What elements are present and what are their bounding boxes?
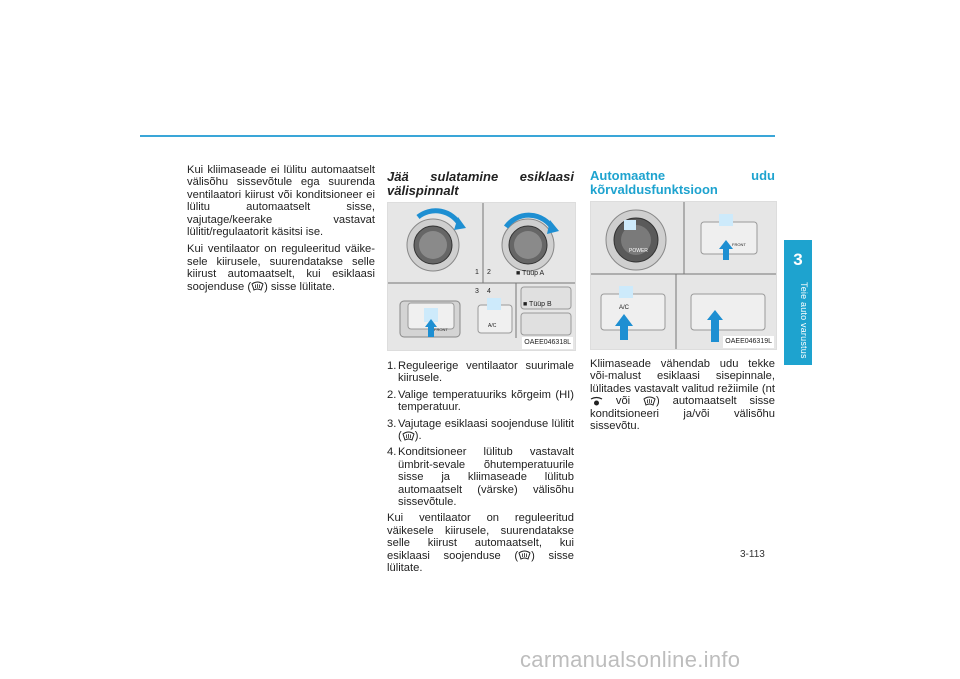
figure-label-tyyp-a: ■ Tüüp A: [516, 270, 545, 277]
chapter-label: Teie auto varustus: [799, 282, 809, 359]
page-number: 3-113: [740, 549, 765, 560]
figure-auto-defog: [590, 201, 777, 350]
figure-label-ac: A/C: [488, 323, 497, 329]
chapter-number: 3: [793, 250, 803, 269]
figure-label-1: 1: [475, 269, 479, 276]
figure-label-front: FRONT: [434, 327, 448, 332]
defrost-steps-list: [387, 360, 574, 508]
figure-label-3: 3: [475, 288, 479, 295]
figure-label-power: POWER: [629, 248, 648, 254]
front-defrost-icon: [518, 550, 531, 561]
list-item: 4. Konditsioneer lülitub vastavalt ümbrit-sevale õhutemperatuurile sisse ja kliimaseade lülitub automaatselt (värske) välisõhu sissevõtule.: [387, 446, 574, 509]
section-heading-defrost: Jää sulatamine esiklaasi välispinnalt: [387, 169, 574, 198]
list-item: 3. Vajutage esiklaasi soojenduse lülitit ( ).: [387, 417, 574, 443]
list-item: 2. Valige temperatuuriks kõrgeim (HI) temperatuur.: [387, 388, 574, 414]
figure-label-4: 4: [487, 288, 491, 295]
front-defrost-icon: [643, 396, 656, 407]
column-1: [187, 164, 375, 298]
front-defrost-icon: [402, 431, 415, 442]
column-3: [590, 169, 775, 437]
figure-auto-defog-illustration: [591, 202, 776, 349]
figure-defrost-illustration: [388, 203, 575, 350]
section-heading-auto-defog: Automaatne udu kõrvaldusfunktsioon: [590, 168, 775, 197]
col3-paragraph: Kliimaseade vähendab udu tekke või-malust esiklaasi sisepinnale, lülitades vastavalt valitud režiimile (nt või ) automaatselt sisse konditsioneeri ja/või välisõhu sissevõtu.: [590, 358, 776, 433]
chapter-tab: [784, 240, 812, 365]
col2-paragraph: Kui ventilaator on reguleeritud väikesele kiirusele, suurendatakse selle kiirust automaatselt, kui esiklaasi soojenduse ( ) sisse lülitate.: [387, 512, 574, 575]
figure-defrost-controls: [387, 202, 576, 351]
col1-paragraph-1: Kui kliimaseade ei lülitu automaatselt välisõhu sissevõtule ega suurenda ventilaatori kiirust või konditsioneer ei lülitu automaatselt sisse, vajutage/keerake vastavat lülitit/regulaatorit käsitsi ise.: [187, 164, 375, 239]
watermark: carmanualsonline.info: [520, 647, 741, 672]
col1-paragraph-2: Kui ventilaator on reguleeritud väike-sele kiirusele, suurendatakse selle kiirust automaatselt, kui esiklaasi soojenduse ( ) sisse lülitate.: [187, 243, 375, 293]
defog-mode-icon: [590, 396, 603, 407]
figure-label-front: FRONT: [732, 242, 746, 247]
figure-code: OAEE046318L: [522, 337, 573, 349]
figure-label-ac: A/C: [619, 305, 630, 311]
list-item: 1. Reguleerige ventilaator suurimale kiirusele.: [387, 360, 574, 385]
front-defrost-icon: [251, 281, 264, 292]
figure-code: OAEE046319L: [723, 336, 774, 348]
figure-label-2: 2: [487, 269, 491, 276]
column-2: [387, 170, 574, 580]
header-rule: [140, 135, 775, 137]
figure-label-tyyp-b: ■ Tüüp B: [523, 301, 552, 308]
